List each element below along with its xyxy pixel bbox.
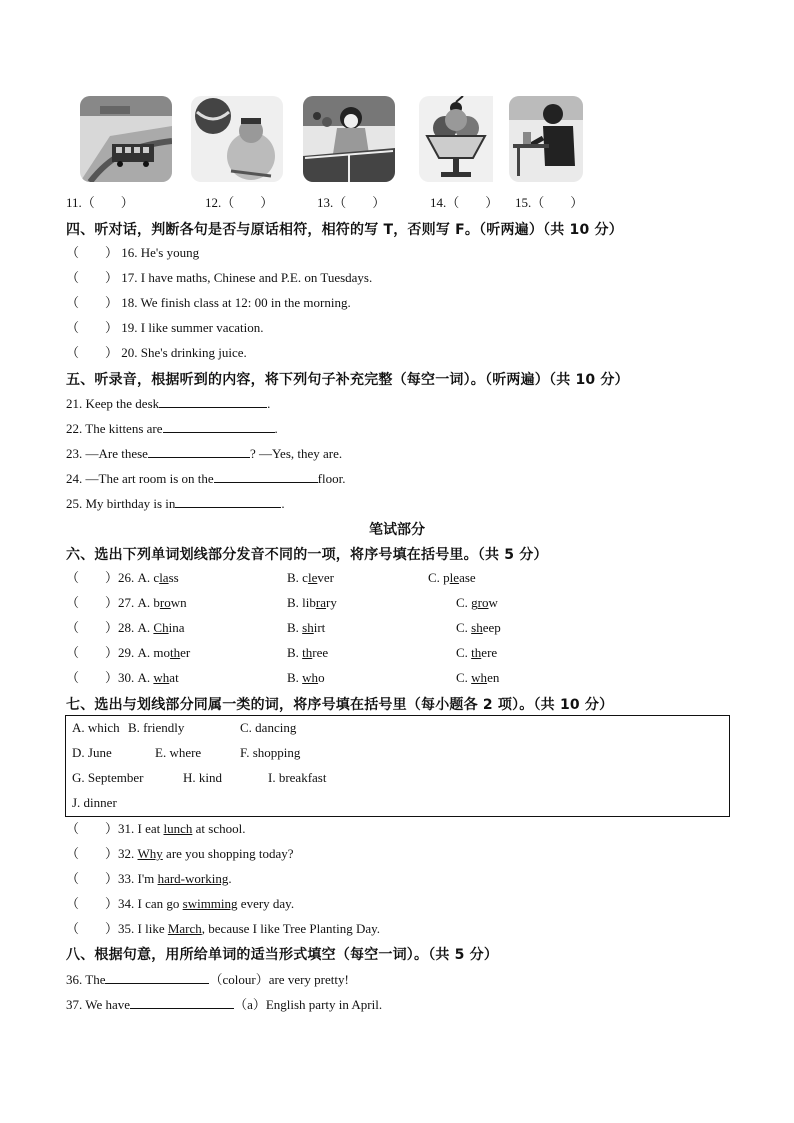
answer-paren[interactable]: （ ） [66,320,119,335]
word-bank-e: E. where [155,745,202,760]
girl-playing-table-tennis-picture [303,96,395,182]
answer-paren[interactable]: （ ） [66,921,119,936]
question-25: 25. My birthday is in . [66,496,285,511]
option-27-c: C. grow [456,595,498,610]
section-4-title: 四、听对话，判断各句是否与原话相符，相符的写 T，否则写 F。（听两遍）（共 10 分） [66,222,623,238]
option-28-c: C. sheep [456,620,501,635]
question-33: （ ）33. I'm hard-working. [66,871,232,886]
answer-paren[interactable]: （ ） [66,245,119,260]
word-bank-a: A. which [72,720,120,735]
picture-answer-13[interactable]: 13.（ ） [317,195,386,210]
written-part-title: 笔试部分 [369,522,425,538]
question-19: （ ） 19. I like summer vacation. [66,320,264,335]
answer-paren[interactable]: （ ） [66,295,119,310]
option-28-b: B. shirt [287,620,326,635]
picture-11 [80,96,172,182]
section-5-title: 五、听录音，根据听到的内容，将下列句子补充完整（每空一词）。（听两遍）（共 10 分） [66,372,629,388]
question-24: 24. —The art room is on the floor. [66,471,346,486]
option-26-b: B. clever [287,570,334,585]
fill-blank[interactable] [159,395,267,408]
answer-paren[interactable]: （ ） [66,821,119,836]
fill-blank[interactable] [148,445,250,458]
question-28: （ ）28. A. China [66,620,185,635]
picture-answer-12[interactable]: 12.（ ） [205,195,274,210]
answer-paren[interactable]: （ ） [66,896,119,911]
ball-and-snowman-picture [191,96,283,182]
word-bank-d: D. June [72,745,112,760]
option-29-c: C. there [456,645,498,660]
section-8-title: 八、根据句意，用所给单词的适当形式填空（每空一词）。（共 5 分） [66,947,499,963]
option-26-c: C. please [428,570,476,585]
fill-blank[interactable] [175,495,281,508]
section-6-title: 六、选出下列单词划线部分发音不同的一项，将序号填在括号里。（共 5 分） [66,547,548,563]
question-26: （ ）26. A. class [66,570,179,585]
word-bank-f: F. shopping [240,745,301,760]
picture-15 [509,96,583,182]
question-32: （ ）32. Why are you shopping today? [66,846,294,861]
answer-paren[interactable]: （ ） [66,570,119,585]
answer-paren[interactable]: （ ） [66,345,119,360]
option-30-b: B. who [287,670,325,685]
fill-blank[interactable] [130,996,234,1009]
question-21: 21. Keep the desk . [66,396,271,411]
question-29: （ ）29. A. mother [66,645,191,660]
answer-paren[interactable]: （ ） [66,595,119,610]
option-29-b: B. three [287,645,329,660]
question-36: 36. The （colour）are very pretty! [66,972,349,987]
question-17: （ ） 17. I have maths, Chinese and P.E. on Tuesdays. [66,270,373,285]
question-37: 37. We have （a）English party in April. [66,997,383,1012]
word-bank-b: B. friendly [128,720,185,735]
question-23: 23. —Are these ? —Yes, they are. [66,446,343,461]
picture-answer-15[interactable]: 15.（ ） [515,195,584,210]
fill-blank[interactable] [214,470,318,483]
question-31: （ ）31. I eat lunch at school. [66,821,246,836]
answer-paren[interactable]: （ ） [66,670,119,685]
question-18: （ ） 18. We finish class at 12: 00 in the morning. [66,295,351,310]
option-27-b: B. library [287,595,337,610]
answer-paren[interactable]: （ ） [66,846,119,861]
fill-blank[interactable] [105,971,209,984]
option-30-c: C. when [456,670,500,685]
answer-paren[interactable]: （ ） [66,871,119,886]
question-30: （ ）30. A. what [66,670,179,685]
question-35: （ ）35. I like March, because I like Tree Planting Day. [66,921,381,936]
picture-14 [419,96,511,182]
person-at-desk-picture [509,96,583,182]
answer-paren[interactable]: （ ） [66,620,119,635]
fill-blank[interactable] [163,420,275,433]
word-bank-j: J. dinner [72,795,117,810]
question-16: （ ） 16. He's young [66,245,200,260]
question-22: 22. The kittens are . [66,421,278,436]
section-7-title: 七、选出与划线部分同属一类的词，将序号填在括号里（每小题各 2 项）。（共 10 分） [66,697,614,713]
picture-answer-14[interactable]: 14.（ ） [430,195,499,210]
word-bank-i: I. breakfast [268,770,327,785]
word-bank-h: H. kind [183,770,222,785]
word-bank-g: G. September [72,770,144,785]
ice-cream-sundae-picture [419,96,493,182]
answer-paren[interactable]: （ ） [66,645,119,660]
question-20: （ ） 20. She's drinking juice. [66,345,247,360]
bus-on-road-picture [80,96,172,182]
word-bank-c: C. dancing [240,720,297,735]
picture-13 [303,96,395,182]
answer-paren[interactable]: （ ） [66,270,119,285]
picture-answer-11[interactable]: 11.（ ） [66,195,134,210]
question-34: （ ）34. I can go swimming every day. [66,896,295,911]
question-27: （ ）27. A. brown [66,595,187,610]
picture-12 [191,96,283,182]
